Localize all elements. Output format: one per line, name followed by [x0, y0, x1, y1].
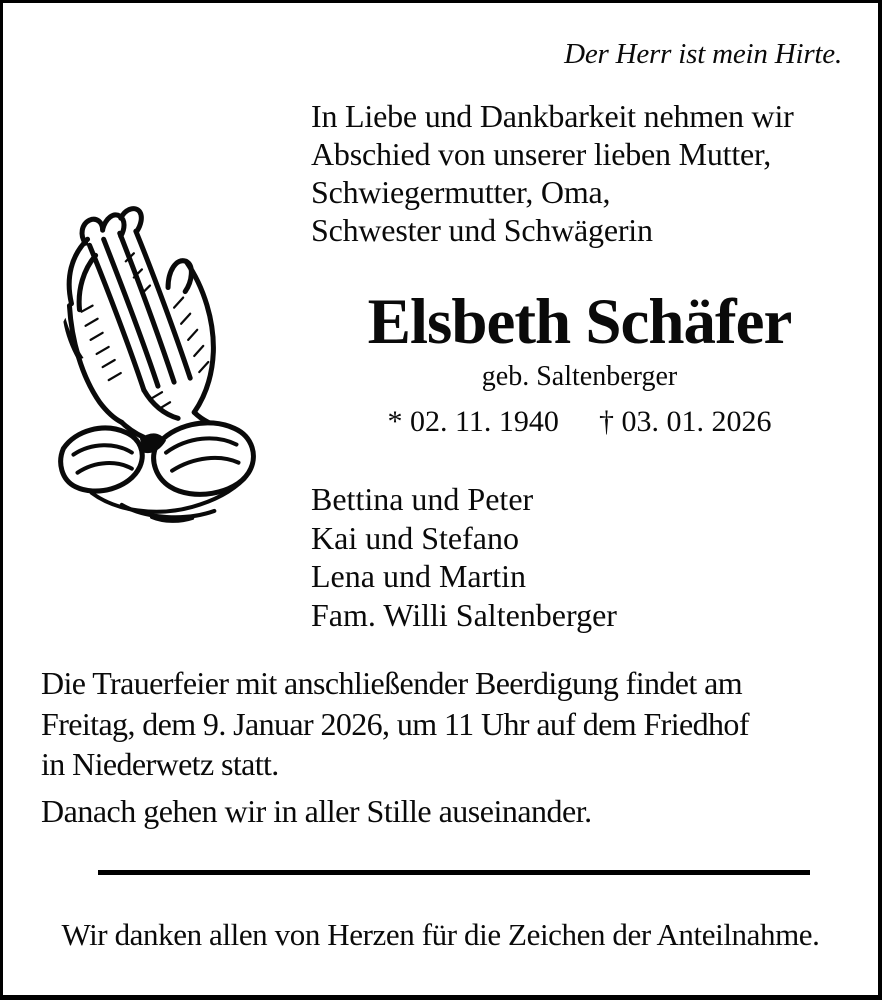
intro-text — [311, 97, 794, 249]
mourner-line: Kai und Stefano — [311, 519, 519, 556]
praying-hands-icon — [55, 199, 263, 523]
funeral-info — [41, 663, 749, 785]
intro-line: In Liebe und Dankbarkeit nehmen wir — [311, 98, 794, 134]
verse-quote: Der Herr ist mein Hirte. — [564, 38, 842, 70]
life-dates — [311, 402, 848, 442]
deceased-header — [311, 287, 848, 442]
mourners-list — [311, 480, 617, 634]
thanks-text: Wir danken allen von Herzen für die Zeichen der Anteilnahme. — [61, 917, 820, 952]
funeral-line: in Niederwetz statt. — [41, 746, 279, 782]
maiden-name: geb. Saltenberger — [481, 361, 678, 392]
birth-date: * 02. 11. 1940 — [387, 405, 559, 438]
farewell-text: Danach gehen wir in aller Stille auseinander. — [41, 793, 592, 829]
funeral-line: Freitag, dem 9. Januar 2026, um 11 Uhr auf dem Friedhof — [41, 705, 749, 742]
mourner-line: Fam. Willi Saltenberger — [311, 596, 617, 633]
deceased-name: Elsbeth Schäfer — [367, 286, 792, 358]
funeral-line: Die Trauerfeier mit anschließender Beerdigung findet am — [41, 665, 742, 701]
death-date: † 03. 01. 2026 — [598, 405, 772, 438]
separator-line — [98, 870, 810, 875]
intro-line: Abschied von unserer lieben Mutter, — [311, 136, 772, 172]
intro-line: Schwiegermutter, Oma, — [311, 174, 611, 210]
mourner-line: Bettina und Peter — [311, 481, 534, 517]
mourner-line: Lena und Martin — [311, 558, 527, 594]
intro-line: Schwester und Schwägerin — [311, 212, 653, 248]
